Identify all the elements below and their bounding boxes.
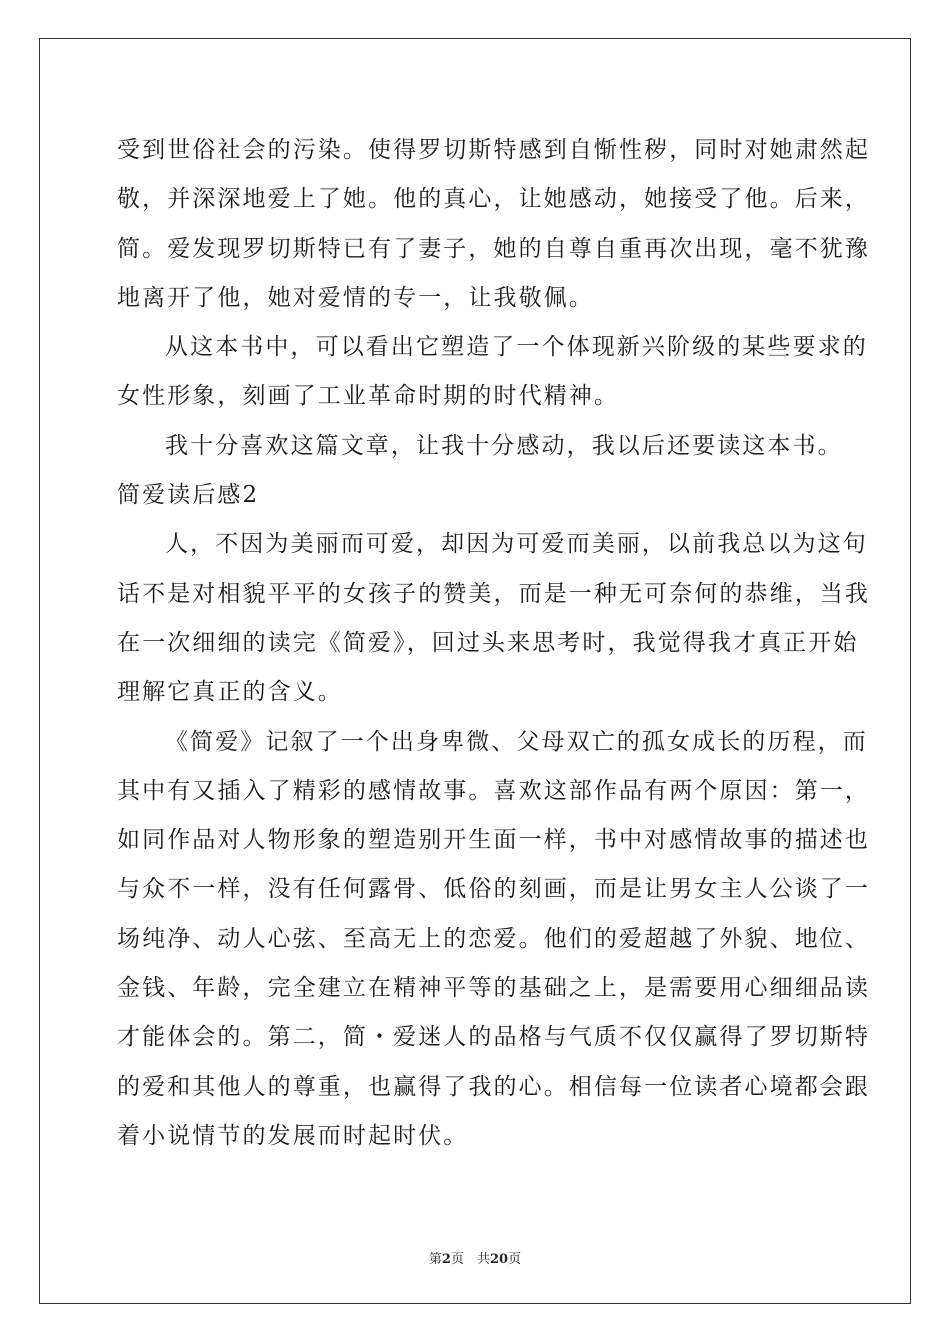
paragraph-start-line: 我十分喜欢这篇文章，让我十分感动，我以后还要读这本书。 <box>165 432 843 459</box>
paragraph-start-line: 从这本书中，可以看出它塑造了一个体现新兴阶级的某些要求的 <box>165 334 868 361</box>
page-number-total: 20 <box>489 1252 509 1267</box>
text-line: 地离开了他，她对爱情的专一，让我敬佩。 <box>117 284 594 311</box>
text-line: 在一次细细的读完《简爱》，回过头来思考时，我觉得我才真正开始 <box>117 629 859 656</box>
text-line: 的爱和其他人的尊重，也赢得了我的心。相信每一位读者心境都会跟 <box>117 1073 870 1100</box>
text-line: 着小说情节的发展而时起时伏。 <box>117 1122 469 1149</box>
page-prefix: 第 <box>428 1252 442 1267</box>
page-footer <box>0 1248 950 1267</box>
text-line: 才能体会的。第二，简・爱迷人的品格与气质不仅仅赢得了罗切斯特 <box>117 1024 870 1051</box>
text-line: 敬，并深深地爱上了她。他的真心，让她感动，她接受了他。后来， <box>117 186 870 213</box>
page-mid: 页 共 <box>450 1252 490 1267</box>
page-number-current: 2 <box>441 1252 451 1267</box>
text-line: 金钱、年龄，完全建立在精神平等的基础之上，是需要用心细细品读 <box>117 975 870 1002</box>
paragraph-start-line: 人，不因为美丽而可爱，却因为可爱而美丽，以前我总以为这句 <box>165 531 868 558</box>
text-line: 与众不一样，没有任何露骨、低俗的刻画，而是让男女主人公谈了一 <box>117 876 870 903</box>
paragraph-start-line: 《简爱》记叙了一个出身卑微、父母双亡的孤女成长的历程，而 <box>165 728 868 755</box>
text-line: 简。爱发现罗切斯特已有了妻子，她的自尊自重再次出现，毫不犹豫 <box>117 235 870 262</box>
document-body <box>117 126 870 1161</box>
text-line: 受到世俗社会的污染。使得罗切斯特感到自惭性秽，同时对她肃然起 <box>117 137 870 163</box>
text-line: 如同作品对人物形象的塑造别开生面一样，书中对感情故事的描述也 <box>117 827 870 854</box>
text-line: 话不是对相貌平平的女孩子的赞美，而是一种无可奈何的恭维，当我 <box>117 580 870 607</box>
text-line: 女性形象，刻画了工业革命时期的时代精神。 <box>117 383 619 410</box>
page-suffix: 页 <box>508 1252 522 1267</box>
text-line: 其中有又插入了精彩的感情故事。喜欢这部作品有两个原因：第一， <box>117 777 870 804</box>
text-line: 场纯净、动人心弦、至高无上的恋爱。他们的爱超越了外貌、地位、 <box>117 925 870 952</box>
text-line: 理解它真正的含义。 <box>117 679 343 706</box>
section-heading: 简爱读后感2 <box>117 482 260 509</box>
